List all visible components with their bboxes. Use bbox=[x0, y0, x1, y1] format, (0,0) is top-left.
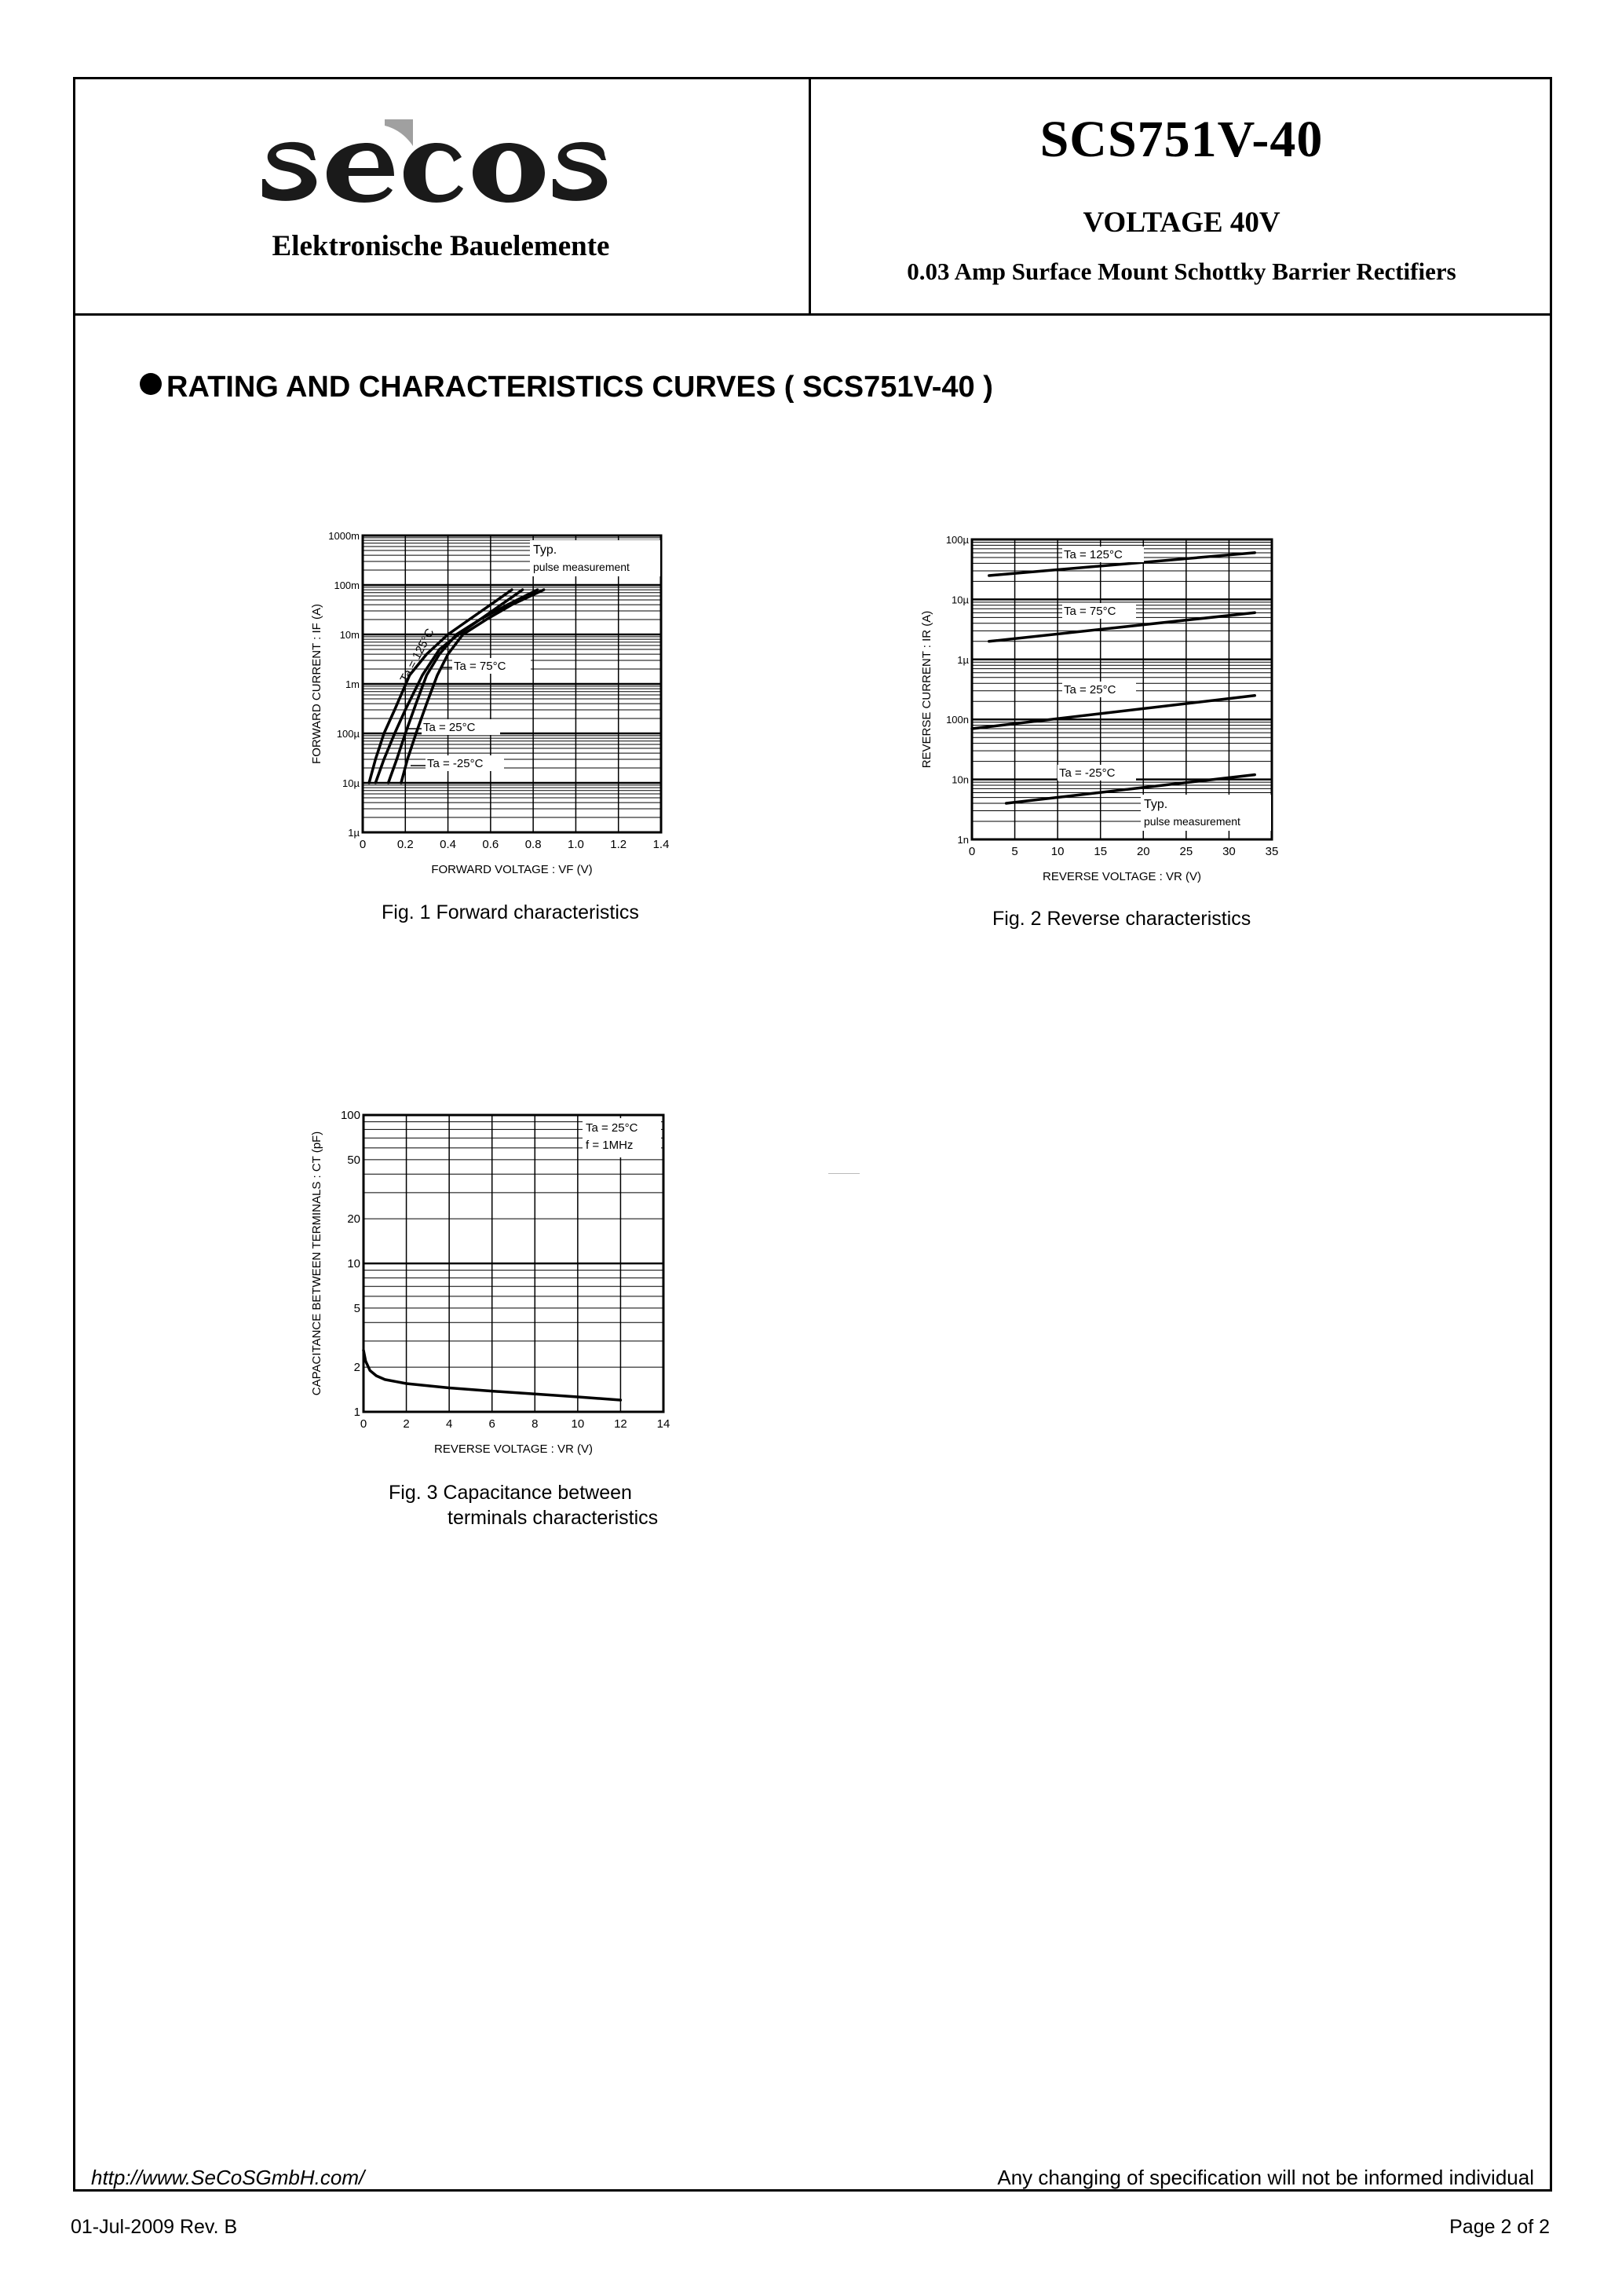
x-tick-label: 0 bbox=[359, 838, 367, 851]
voltage-rating: VOLTAGE 40V bbox=[1083, 207, 1280, 239]
x-tick-label: 12 bbox=[614, 1417, 627, 1431]
chart3-caption-line1: Fig. 3 Capacitance between bbox=[389, 1482, 632, 1504]
y-tick-label: 1µ bbox=[957, 653, 969, 666]
x-axis-label: REVERSE VOLTAGE : VR (V) bbox=[1043, 870, 1201, 883]
capacitance-chart bbox=[306, 1106, 683, 1467]
secos-logo bbox=[259, 119, 628, 214]
x-tick-label: 10 bbox=[1050, 845, 1065, 858]
y-tick-label: 100µ bbox=[336, 728, 360, 740]
x-tick-label: 0 bbox=[360, 1417, 367, 1431]
annotation-text: pulse measurement bbox=[533, 561, 630, 573]
x-tick-label: 0.6 bbox=[482, 838, 499, 851]
annotation-text: pulse measurement bbox=[1144, 815, 1240, 828]
company-name: Elektronische Bauelemente bbox=[272, 230, 610, 262]
x-tick-label: 15 bbox=[1094, 845, 1108, 858]
reverse-characteristics-chart bbox=[915, 530, 1291, 891]
forward-characteristics-chart bbox=[306, 526, 683, 887]
y-tick-label: 100n bbox=[946, 714, 969, 726]
x-axis-label: REVERSE VOLTAGE : VR (V) bbox=[434, 1442, 593, 1456]
x-tick-label: 5 bbox=[1011, 845, 1018, 858]
x-tick-label: 0.4 bbox=[440, 838, 457, 851]
y-axis-label: REVERSE CURRENT : IR (A) bbox=[920, 610, 933, 769]
x-tick-label: 14 bbox=[656, 1417, 670, 1431]
annotation-text: Ta = 25°C bbox=[586, 1121, 638, 1135]
x-axis-label: FORWARD VOLTAGE : VF (V) bbox=[431, 863, 593, 876]
y-tick-label: 20 bbox=[347, 1212, 360, 1227]
y-tick-label: 10µ bbox=[952, 594, 969, 606]
x-tick-label: 6 bbox=[488, 1417, 495, 1431]
footer-date-revision: 01-Jul-2009 Rev. B bbox=[71, 2216, 238, 2238]
bullet-icon bbox=[140, 373, 162, 395]
y-tick-label: 10 bbox=[347, 1257, 360, 1270]
y-tick-label: 100 bbox=[340, 1109, 360, 1122]
y-tick-label: 100µ bbox=[945, 534, 969, 546]
y-tick-label: 100m bbox=[334, 579, 360, 591]
series-label: Ta = 75°C bbox=[1064, 605, 1116, 618]
annotation-text: f = 1MHz bbox=[586, 1139, 634, 1152]
y-axis-label: FORWARD CURRENT : IF (A) bbox=[310, 604, 323, 764]
annotation-text: Typ. bbox=[533, 543, 557, 557]
header-divider bbox=[73, 313, 1552, 316]
y-tick-label: 1000m bbox=[328, 530, 360, 542]
chart-svg bbox=[306, 1106, 683, 1467]
series-label: Ta = 25°C bbox=[1064, 683, 1116, 696]
y-tick-label: 10n bbox=[952, 773, 969, 786]
chart1-caption: Fig. 1 Forward characteristics bbox=[382, 901, 639, 923]
footer-url-link[interactable]: http://www.SeCoSGmbH.com/ bbox=[91, 2166, 365, 2189]
chart2-caption: Fig. 2 Reverse characteristics bbox=[992, 908, 1251, 930]
y-tick-label: 1m bbox=[345, 678, 360, 690]
chart-svg bbox=[306, 526, 683, 887]
section-title-text: RATING AND CHARACTERISTICS CURVES ( SCS751V-40 ) bbox=[166, 371, 993, 404]
product-description: 0.03 Amp Surface Mount Schottky Barrier Rectifiers bbox=[907, 258, 1456, 285]
x-tick-label: 8 bbox=[532, 1417, 539, 1431]
annotation-text: Typ. bbox=[1144, 798, 1168, 811]
x-tick-label: 0.8 bbox=[524, 838, 542, 851]
y-tick-label: 5 bbox=[353, 1301, 360, 1315]
stray-mark bbox=[828, 1173, 860, 1174]
x-tick-label: 25 bbox=[1179, 845, 1193, 858]
y-tick-label: 10µ bbox=[342, 777, 360, 789]
y-tick-label: 10m bbox=[339, 629, 360, 641]
series-label: Ta = 125°C bbox=[397, 626, 437, 685]
x-tick-label: 0 bbox=[968, 845, 976, 858]
x-tick-label: 4 bbox=[445, 1417, 453, 1431]
part-number: SCS751V-40 bbox=[1039, 111, 1324, 168]
series-label: Ta = 75°C bbox=[454, 660, 506, 673]
y-tick-label: 50 bbox=[347, 1153, 360, 1167]
y-tick-label: 1n bbox=[957, 834, 969, 846]
series-label: Ta = -25°C bbox=[1059, 766, 1116, 780]
x-tick-label: 0.2 bbox=[396, 838, 414, 851]
x-tick-label: 35 bbox=[1265, 845, 1279, 858]
series-label: Ta = -25°C bbox=[427, 757, 484, 770]
footer-page-number: Page 2 of 2 bbox=[1449, 2216, 1550, 2238]
footer-notice: Any changing of specification will not be informed individual bbox=[997, 2166, 1534, 2189]
section-title bbox=[140, 371, 993, 404]
y-tick-label: 1 bbox=[353, 1406, 360, 1419]
chart3-caption-line2: terminals characteristics bbox=[448, 1507, 659, 1529]
y-tick-label: 1µ bbox=[348, 827, 360, 839]
y-axis-label: CAPACITANCE BETWEEN TERMINALS : CT (pF) bbox=[310, 1131, 323, 1396]
chart-svg bbox=[915, 530, 1291, 891]
x-tick-label: 1.2 bbox=[610, 838, 627, 851]
series-label: Ta = 125°C bbox=[1064, 548, 1123, 561]
y-tick-label: 2 bbox=[353, 1361, 360, 1375]
series-label: Ta = 25°C bbox=[423, 721, 476, 734]
x-tick-label: 10 bbox=[571, 1417, 585, 1431]
x-tick-label: 30 bbox=[1222, 845, 1236, 858]
x-tick-label: 2 bbox=[403, 1417, 410, 1431]
x-tick-label: 20 bbox=[1136, 845, 1150, 858]
x-tick-label: 1.4 bbox=[652, 838, 670, 851]
x-tick-label: 1.0 bbox=[567, 838, 584, 851]
